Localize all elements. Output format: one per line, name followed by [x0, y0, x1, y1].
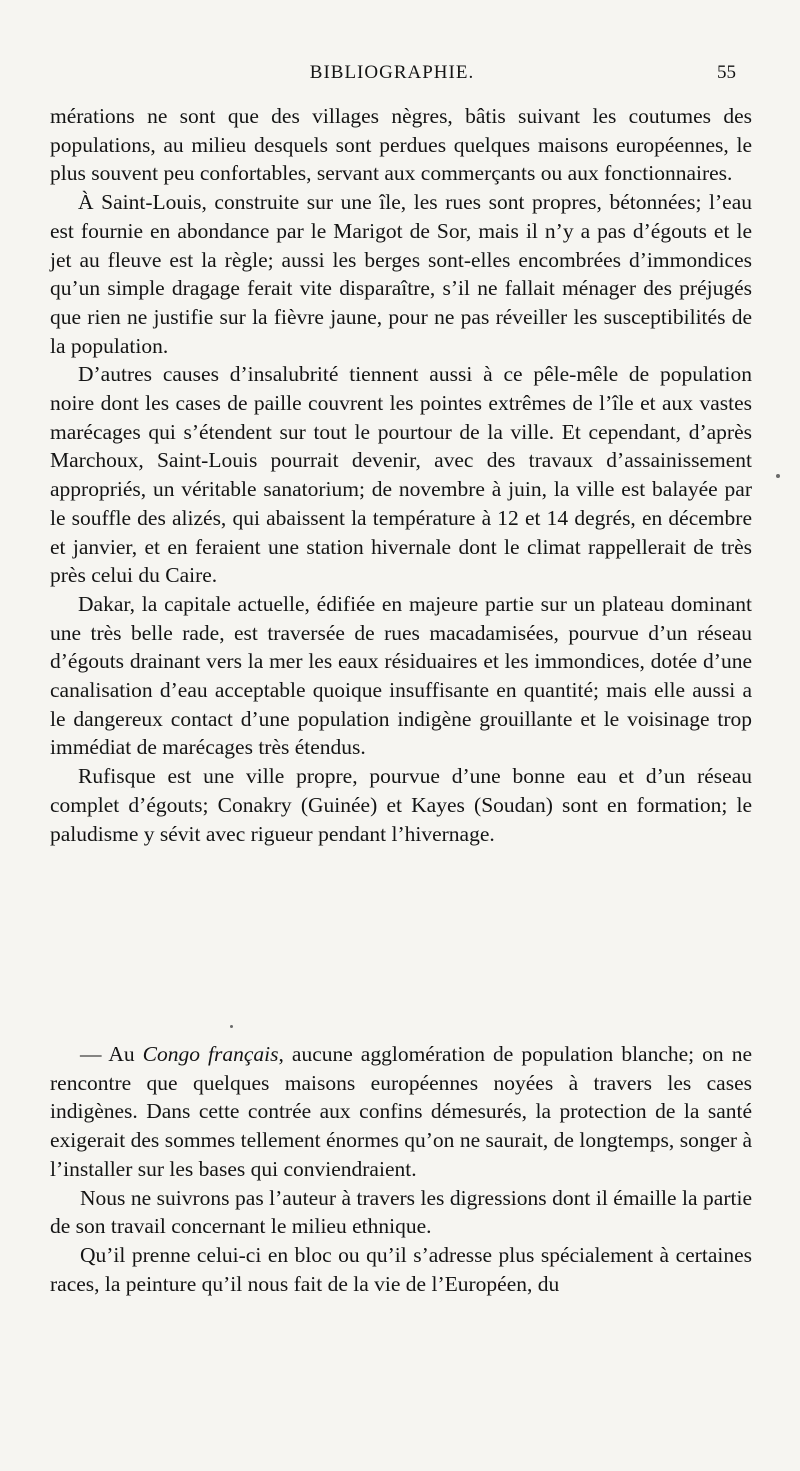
congo-name: Congo français [142, 1042, 279, 1066]
main-text [50, 102, 752, 848]
congo-dash: — Au [80, 1042, 143, 1066]
page-number: 55 [717, 62, 736, 83]
running-header [48, 62, 736, 92]
section-congo [50, 1040, 752, 1298]
paragraph-congo [50, 1040, 752, 1184]
paragraph-saint-louis: À Saint-Louis, construite sur une île, les rues sont propres, bétonnées; l’eau est fournie en abondance par le Marigot de Sor, mais il n’y a pas d’égouts et le jet au fleuve est la règle; aussi les berges sont-elles encombrées d’immondices qu’un simple dragage ferait vite disparaître, s’il ne fallait ménager des préjugés que rien ne justifie sur la fièvre jaune, pour ne pas réveiller les susceptibilités de la population. [50, 190, 752, 358]
paragraph-continuation: mérations ne sont que des villages nègres, bâtis suivant les coutumes des populations, au milieu desquels sont perdues quelques maisons européennes, le plus souvent peu confortables, servant aux commerçants ou aux fonctionnaires. [50, 104, 752, 186]
header-title: BIBLIOGRAPHIE. [309, 62, 475, 83]
print-speck [776, 474, 780, 478]
congo-text: , aucune agglomération de population blanche; on ne rencontre que quelques maisons européennes noyées à travers les cases indigènes. Dans cette contrée aux confins démesurés, la protection de la santé exigerait des sommes tellement énormes qu’on ne saurait, de longtemps, songer à l’installer sur les bases qui conviendraient. [50, 1042, 752, 1181]
paragraph-rufisque: Rufisque est une ville propre, pourvue d’une bonne eau et d’un réseau complet d’égouts; Conakry (Guinée) et Kayes (Soudan) sont en formation; le paludisme y sévit avec rigueur pendant l’hivernage. [50, 764, 752, 846]
print-speck [230, 1025, 233, 1028]
paragraph-insalubrite: D’autres causes d’insalubrité tiennent aussi à ce pêle-mêle de population noire dont les cases de paille couvrent les pointes extrêmes de l’île et aux vastes marécages qui s’étendent sur tout le pourtour de la ville. Et cependant, d’après Marchoux, Saint-Louis pourrait devenir, avec des travaux d’assainissement appropriés, un véritable sanatorium; de novembre à juin, la ville est balayée par le souffle des alizés, qui abaissent la température à 12 et 14 degrés, en décembre et janvier, et en feraient une station hivernale dont le climat rappellerait de très près celui du Caire. [50, 362, 752, 588]
paragraph-digressions: Nous ne suivrons pas l’auteur à travers les digressions dont il émaille la partie de son travail concernant le milieu ethnique. [50, 1185, 752, 1239]
paragraph-dakar: Dakar, la capitale actuelle, édifiée en majeure partie sur un plateau dominant une très belle rade, est traversée de rues macadamisées, pourvue d’un réseau d’égouts drainant vers la mer les eaux résiduaires et les immondices, dotée d’une canalisation d’eau acceptable quoique insuffisante en quantité; mais elle aussi a le dangereux contact d’une population indigène grouillante et le voisinage trop immédiat de marécages très étendus. [50, 591, 752, 760]
paragraph-races: Qu’il prenne celui-ci en bloc ou qu’il s’adresse plus spécialement à certaines races, la peinture qu’il nous fait de la vie de l’Européen, du [50, 1242, 752, 1296]
